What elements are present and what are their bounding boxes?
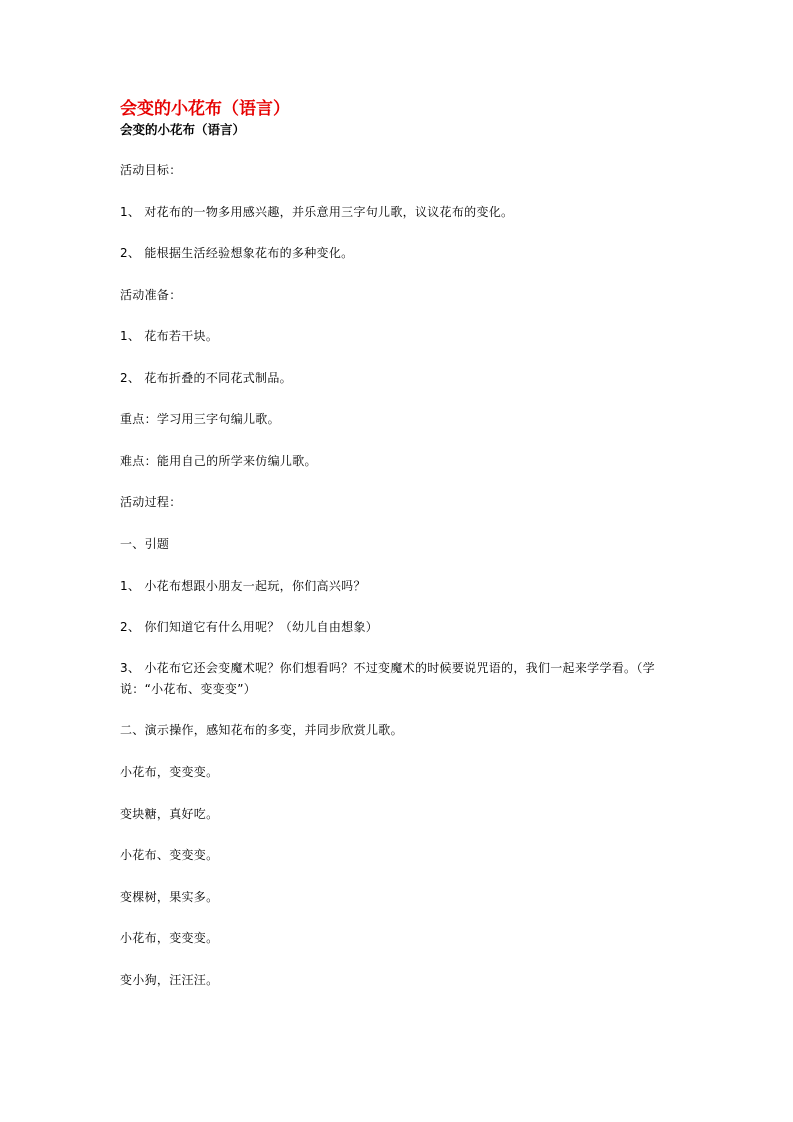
paragraph: 2、 能根据生活经验想象花布的多种变化。: [120, 246, 354, 260]
paragraph: 1、 对花布的一物多用感兴趣，并乐意用三字句儿歌，议议花布的变化。: [120, 205, 514, 219]
poem-line: 变棵树，果实多。: [120, 890, 219, 904]
poem-line: 变块糖，真好吃。: [120, 807, 219, 821]
poem-line: 小花布，变变变。: [120, 765, 219, 779]
document-title: 会变的小花布（语言）: [120, 99, 290, 119]
paragraph: 二、演示操作，感知花布的多变，并同步欣赏儿歌。: [120, 723, 403, 737]
paragraph: 一、引题: [120, 537, 170, 551]
poem-line: 小花布、变变变。: [120, 848, 219, 862]
poem-line: 变小狗，汪汪汪。: [120, 973, 219, 987]
paragraph: 2、 你们知道它有什么用呢？（幼儿自由想象）: [120, 620, 379, 634]
paragraph: 2、 花布折叠的不同花式制品。: [120, 371, 292, 385]
paragraph: 难点：能用自己的所学来仿编儿歌。: [120, 454, 317, 468]
poem-line: 小花布，变变变。: [120, 931, 219, 945]
section-heading-process: 活动过程：: [120, 495, 182, 509]
document-subtitle: 会变的小花布（语言）: [120, 122, 246, 137]
paragraph: 3、 小花布它还会变魔术呢？你们想看吗？不过变魔术的时候要说咒语的，我们一起来学学看。（学说：“小花布、变变变”）: [120, 661, 655, 696]
paragraph: 1、 小花布想跟小朋友一起玩，你们高兴吗？: [120, 579, 366, 593]
paragraph: 1、 花布若干块。: [120, 329, 219, 343]
section-heading-goals: 活动目标：: [120, 163, 182, 177]
paragraph: 重点：学习用三字句编儿歌。: [120, 412, 280, 426]
section-heading-preparation: 活动准备：: [120, 288, 182, 302]
